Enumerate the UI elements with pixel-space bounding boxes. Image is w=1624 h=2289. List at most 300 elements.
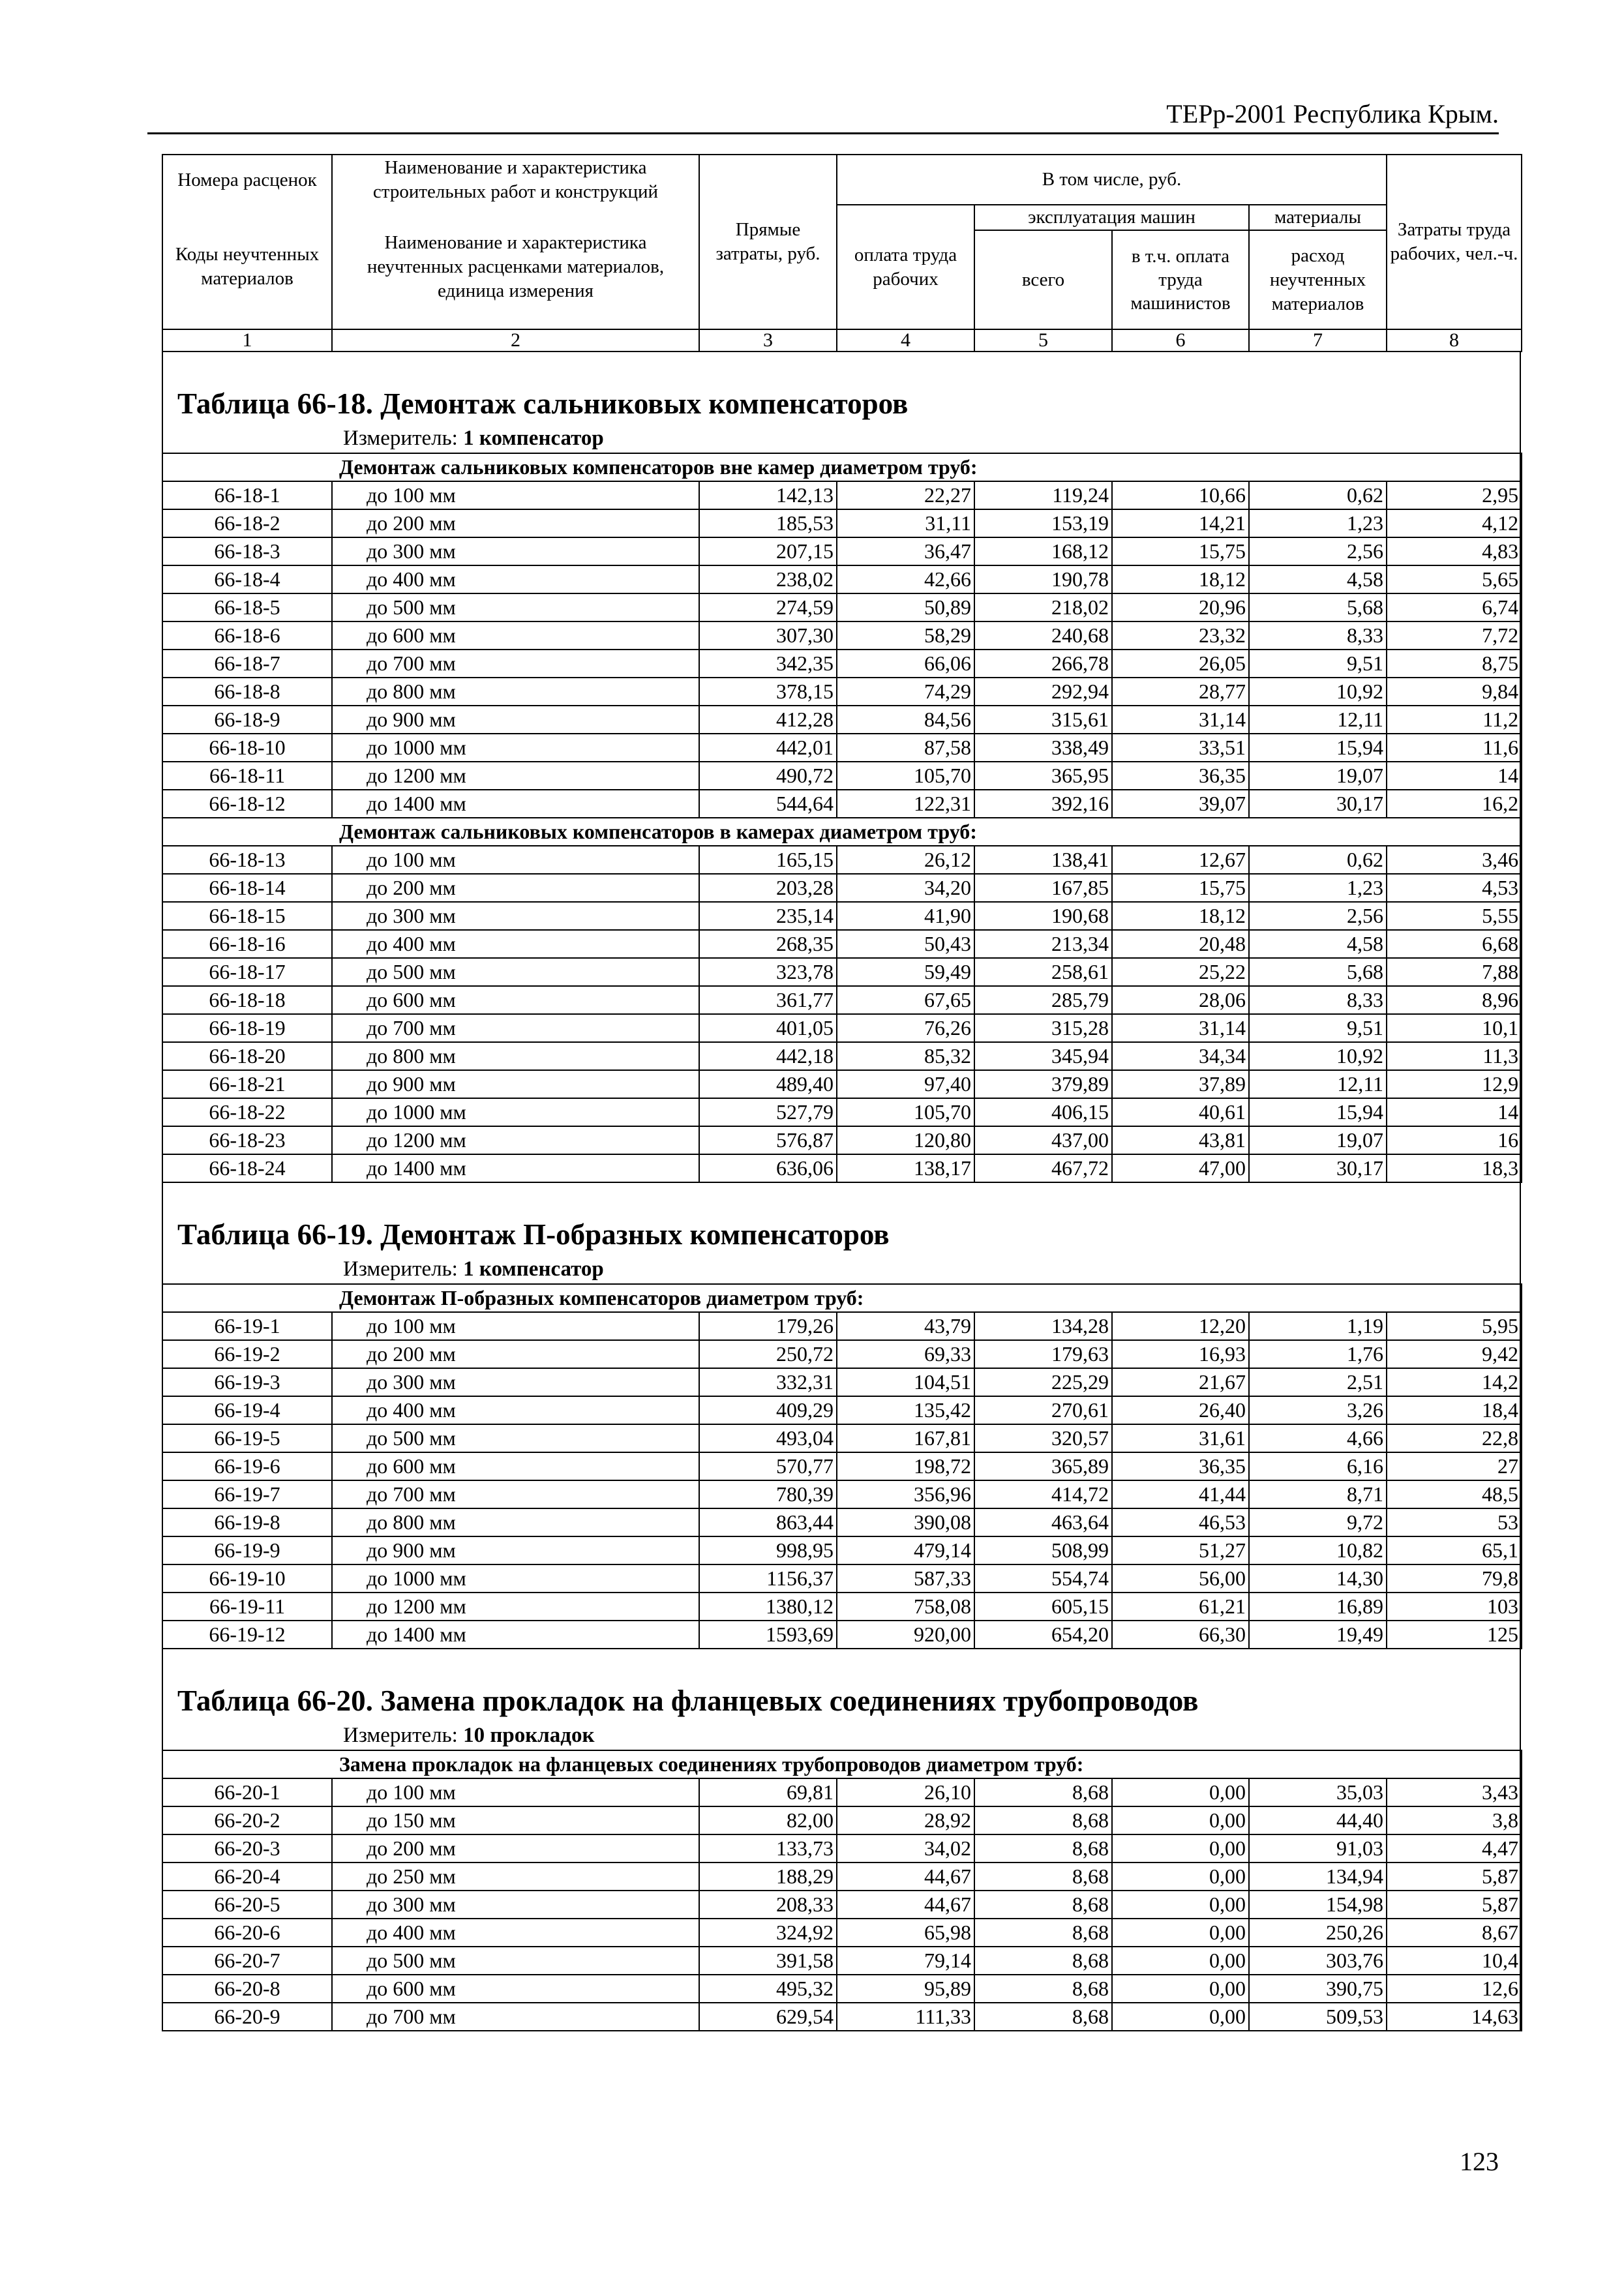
table-row: [162, 1806, 1522, 1834]
labor-wages: 34,20: [837, 874, 974, 902]
rate-code: 66-18-9: [162, 706, 332, 734]
direct-costs: 495,32: [699, 1975, 837, 2003]
labor-hours: 12,9: [1387, 1070, 1522, 1098]
column-number: 1: [162, 329, 332, 352]
work-description: до 200 мм: [332, 1834, 699, 1863]
labor-hours: 27: [1387, 1452, 1522, 1480]
rate-code: 66-19-7: [162, 1480, 332, 1508]
table-row: [162, 1834, 1522, 1863]
labor-wages: 920,00: [837, 1621, 974, 1649]
meter-label: Измеритель:: [343, 1724, 458, 1747]
work-description: до 300 мм: [332, 1891, 699, 1919]
labor-wages: 44,67: [837, 1863, 974, 1891]
rate-code: 66-18-1: [162, 481, 332, 509]
rate-code: 66-18-7: [162, 650, 332, 678]
materials-costs: 0,62: [1249, 846, 1387, 874]
materials-costs: 30,17: [1249, 790, 1387, 818]
machines-total: 190,68: [974, 902, 1112, 930]
labor-hours: 12,6: [1387, 1975, 1522, 2003]
header-machines-label: эксплуатация машин: [974, 205, 1249, 230]
labor-hours: 14: [1387, 1098, 1522, 1126]
labor-wages: 356,96: [837, 1480, 974, 1508]
materials-costs: 9,51: [1249, 1014, 1387, 1042]
table-row: [162, 1621, 1522, 1649]
labor-wages: 390,08: [837, 1508, 974, 1536]
labor-hours: 4,12: [1387, 509, 1522, 537]
materials-costs: 14,30: [1249, 1564, 1387, 1593]
machines-total: 218,02: [974, 593, 1112, 621]
direct-costs: 780,39: [699, 1480, 837, 1508]
work-description: до 500 мм: [332, 1424, 699, 1452]
labor-hours: 5,55: [1387, 902, 1522, 930]
rate-code: 66-18-10: [162, 734, 332, 762]
labor-wages: 76,26: [837, 1014, 974, 1042]
labor-wages: 111,33: [837, 2003, 974, 2031]
work-description: до 100 мм: [332, 1778, 699, 1806]
machinist-wages: 41,44: [1112, 1480, 1249, 1508]
rate-code: 66-20-6: [162, 1919, 332, 1947]
work-description: до 1400 мм: [332, 1621, 699, 1649]
rate-code: 66-19-9: [162, 1536, 332, 1564]
table-row: [162, 1014, 1522, 1042]
direct-costs: 82,00: [699, 1806, 837, 1834]
labor-hours: 4,83: [1387, 537, 1522, 565]
work-description: до 600 мм: [332, 1975, 699, 2003]
labor-hours: 7,88: [1387, 958, 1522, 986]
labor-wages: 67,65: [837, 986, 974, 1014]
machinist-wages: 56,00: [1112, 1564, 1249, 1593]
rate-code: 66-19-3: [162, 1368, 332, 1396]
header-col2-top: Наименование и характеристика строительных работ и конструкций: [332, 155, 699, 205]
machines-total: 320,57: [974, 1424, 1112, 1452]
machinist-wages: 10,66: [1112, 481, 1249, 509]
machinist-wages: 12,20: [1112, 1312, 1249, 1340]
labor-hours: 125: [1387, 1621, 1522, 1649]
labor-wages: 135,42: [837, 1396, 974, 1424]
materials-costs: 15,94: [1249, 734, 1387, 762]
subsection-row: [162, 453, 1522, 481]
rate-code: 66-18-18: [162, 986, 332, 1014]
machinist-wages: 15,75: [1112, 874, 1249, 902]
table-row: [162, 650, 1522, 678]
document-body: [162, 154, 1521, 2031]
table-title: Таблица 66-20. Замена прокладок на фланцевых соединениях трубопроводов: [177, 1684, 1199, 1717]
work-description: до 800 мм: [332, 1042, 699, 1070]
machines-total: 8,68: [974, 1778, 1112, 1806]
work-description: до 500 мм: [332, 958, 699, 986]
machinist-wages: 28,77: [1112, 678, 1249, 706]
direct-costs: 361,77: [699, 986, 837, 1014]
work-description: до 700 мм: [332, 650, 699, 678]
work-description: до 500 мм: [332, 1947, 699, 1975]
labor-hours: 53: [1387, 1508, 1522, 1536]
machinist-wages: 16,93: [1112, 1340, 1249, 1368]
materials-costs: 8,33: [1249, 986, 1387, 1014]
meter-value: 1 компенсатор: [463, 1257, 604, 1281]
rate-code: 66-19-4: [162, 1396, 332, 1424]
direct-costs: 208,33: [699, 1891, 837, 1919]
machines-total: 292,94: [974, 678, 1112, 706]
header-col4: оплата труда рабочих: [837, 205, 974, 329]
rate-code: 66-20-2: [162, 1806, 332, 1834]
column-number: 8: [1387, 329, 1522, 352]
direct-costs: 576,87: [699, 1126, 837, 1154]
table-row: [162, 706, 1522, 734]
machines-total: 8,68: [974, 1947, 1112, 1975]
materials-costs: 12,11: [1249, 706, 1387, 734]
labor-hours: 16: [1387, 1126, 1522, 1154]
table-row: [162, 481, 1522, 509]
rate-code: 66-18-16: [162, 930, 332, 958]
materials-costs: 30,17: [1249, 1154, 1387, 1182]
materials-costs: 19,07: [1249, 762, 1387, 790]
materials-costs: 1,23: [1249, 874, 1387, 902]
labor-hours: 9,84: [1387, 678, 1522, 706]
machines-total: 338,49: [974, 734, 1112, 762]
labor-hours: 14: [1387, 762, 1522, 790]
work-description: до 100 мм: [332, 481, 699, 509]
materials-costs: 3,26: [1249, 1396, 1387, 1424]
column-number: 7: [1249, 329, 1387, 352]
direct-costs: 179,26: [699, 1312, 837, 1340]
labor-wages: 95,89: [837, 1975, 974, 2003]
machinist-wages: 15,75: [1112, 537, 1249, 565]
rate-code: 66-18-3: [162, 537, 332, 565]
materials-costs: 303,76: [1249, 1947, 1387, 1975]
machines-total: 179,63: [974, 1340, 1112, 1368]
materials-costs: 390,75: [1249, 1975, 1387, 2003]
machinist-wages: 0,00: [1112, 1806, 1249, 1834]
direct-costs: 636,06: [699, 1154, 837, 1182]
labor-wages: 65,98: [837, 1919, 974, 1947]
machinist-wages: 18,12: [1112, 565, 1249, 593]
machines-total: 225,29: [974, 1368, 1112, 1396]
machinist-wages: 47,00: [1112, 1154, 1249, 1182]
direct-costs: 442,18: [699, 1042, 837, 1070]
labor-hours: 4,47: [1387, 1834, 1522, 1863]
table-row: [162, 1778, 1522, 1806]
materials-costs: 10,92: [1249, 1042, 1387, 1070]
machinist-wages: 37,89: [1112, 1070, 1249, 1098]
machinist-wages: 23,32: [1112, 621, 1249, 650]
work-description: до 300 мм: [332, 537, 699, 565]
direct-costs: 442,01: [699, 734, 837, 762]
meter-value: 1 компенсатор: [463, 426, 604, 450]
rate-code: 66-18-2: [162, 509, 332, 537]
table-row: [162, 874, 1522, 902]
work-description: до 700 мм: [332, 1014, 699, 1042]
machinist-wages: 51,27: [1112, 1536, 1249, 1564]
labor-wages: 479,14: [837, 1536, 974, 1564]
machines-total: 167,85: [974, 874, 1112, 902]
rate-code: 66-20-5: [162, 1891, 332, 1919]
machines-total: 213,34: [974, 930, 1112, 958]
direct-costs: 165,15: [699, 846, 837, 874]
meter-label: Измеритель:: [343, 426, 458, 450]
table-row: [162, 1508, 1522, 1536]
direct-costs: 307,30: [699, 621, 837, 650]
table-row: [162, 1891, 1522, 1919]
direct-costs: 323,78: [699, 958, 837, 986]
materials-costs: 5,68: [1249, 593, 1387, 621]
labor-wages: 26,12: [837, 846, 974, 874]
rate-code: 66-18-24: [162, 1154, 332, 1182]
machines-total: 392,16: [974, 790, 1112, 818]
machines-total: 437,00: [974, 1126, 1112, 1154]
machinist-wages: 0,00: [1112, 1975, 1249, 2003]
labor-hours: 18,4: [1387, 1396, 1522, 1424]
labor-hours: 7,72: [1387, 621, 1522, 650]
work-description: до 800 мм: [332, 1508, 699, 1536]
labor-hours: 8,96: [1387, 986, 1522, 1014]
labor-hours: 10,1: [1387, 1014, 1522, 1042]
labor-wages: 31,11: [837, 509, 974, 537]
machines-total: 285,79: [974, 986, 1112, 1014]
subsection-title: Замена прокладок на фланцевых соединениях трубопроводов диаметром труб:: [162, 1750, 1522, 1778]
table-title: Таблица 66-18. Демонтаж сальниковых компенсаторов: [177, 387, 909, 420]
column-number: 2: [332, 329, 699, 352]
rate-code: 66-20-8: [162, 1975, 332, 2003]
machinist-wages: 20,96: [1112, 593, 1249, 621]
labor-hours: 8,75: [1387, 650, 1522, 678]
meter-label: Измеритель:: [343, 1257, 458, 1281]
table-row: [162, 902, 1522, 930]
table-row: [162, 2003, 1522, 2031]
rate-code: 66-18-12: [162, 790, 332, 818]
materials-costs: 1,19: [1249, 1312, 1387, 1340]
labor-hours: 103: [1387, 1593, 1522, 1621]
subsection-row: [162, 1750, 1522, 1778]
labor-wages: 69,33: [837, 1340, 974, 1368]
materials-costs: 35,03: [1249, 1778, 1387, 1806]
direct-costs: 332,31: [699, 1368, 837, 1396]
machines-total: 365,95: [974, 762, 1112, 790]
table-row: [162, 1863, 1522, 1891]
machinist-wages: 25,22: [1112, 958, 1249, 986]
work-description: до 1400 мм: [332, 1154, 699, 1182]
machinist-wages: 0,00: [1112, 2003, 1249, 2031]
subsection-row: [162, 818, 1522, 846]
work-description: до 900 мм: [332, 1536, 699, 1564]
materials-costs: 19,07: [1249, 1126, 1387, 1154]
machinist-wages: 31,14: [1112, 1014, 1249, 1042]
machines-total: 315,28: [974, 1014, 1112, 1042]
table-row: [162, 678, 1522, 706]
machinist-wages: 34,34: [1112, 1042, 1249, 1070]
labor-hours: 5,87: [1387, 1863, 1522, 1891]
direct-costs: 391,58: [699, 1947, 837, 1975]
header-rule: [147, 132, 1499, 134]
rate-code: 66-18-15: [162, 902, 332, 930]
work-description: до 400 мм: [332, 565, 699, 593]
materials-costs: 8,71: [1249, 1480, 1387, 1508]
machines-total: 153,19: [974, 509, 1112, 537]
materials-costs: 19,49: [1249, 1621, 1387, 1649]
materials-costs: 15,94: [1249, 1098, 1387, 1126]
labor-wages: 105,70: [837, 762, 974, 790]
table-row: [162, 1593, 1522, 1621]
labor-wages: 198,72: [837, 1452, 974, 1480]
machines-total: 270,61: [974, 1396, 1112, 1424]
tables-container: [162, 352, 1521, 2031]
work-description: до 500 мм: [332, 593, 699, 621]
machines-total: 8,68: [974, 2003, 1112, 2031]
table-row: [162, 986, 1522, 1014]
machinist-wages: 31,61: [1112, 1424, 1249, 1452]
rate-code: 66-18-17: [162, 958, 332, 986]
table-row: [162, 537, 1522, 565]
table-title: Таблица 66-19. Демонтаж П-образных компенсаторов: [177, 1218, 890, 1251]
direct-costs: 69,81: [699, 1778, 837, 1806]
machines-total: 8,68: [974, 1863, 1112, 1891]
work-description: до 100 мм: [332, 846, 699, 874]
labor-hours: 16,2: [1387, 790, 1522, 818]
rate-code: 66-18-23: [162, 1126, 332, 1154]
rate-code: 66-18-21: [162, 1070, 332, 1098]
materials-costs: 509,53: [1249, 2003, 1387, 2031]
work-description: до 400 мм: [332, 1396, 699, 1424]
rate-code: 66-19-1: [162, 1312, 332, 1340]
direct-costs: 1593,69: [699, 1621, 837, 1649]
rate-code: 66-20-7: [162, 1947, 332, 1975]
work-description: до 300 мм: [332, 902, 699, 930]
materials-costs: 9,72: [1249, 1508, 1387, 1536]
machinist-wages: 31,14: [1112, 706, 1249, 734]
machinist-wages: 39,07: [1112, 790, 1249, 818]
work-description: до 100 мм: [332, 1312, 699, 1340]
labor-hours: 10,4: [1387, 1947, 1522, 1975]
meter-line: [163, 424, 1520, 453]
machines-total: 654,20: [974, 1621, 1112, 1649]
direct-costs: 268,35: [699, 930, 837, 958]
header-col1-bottom: Коды неучтенных материалов: [162, 205, 332, 329]
materials-costs: 1,76: [1249, 1340, 1387, 1368]
table-row: [162, 1424, 1522, 1452]
direct-costs: 629,54: [699, 2003, 837, 2031]
header-number-row: [162, 329, 1522, 352]
labor-hours: 5,87: [1387, 1891, 1522, 1919]
materials-costs: 9,51: [1249, 650, 1387, 678]
machines-total: 168,12: [974, 537, 1112, 565]
table-row: [162, 846, 1522, 874]
labor-hours: 18,3: [1387, 1154, 1522, 1182]
work-description: до 700 мм: [332, 1480, 699, 1508]
labor-wages: 34,02: [837, 1834, 974, 1863]
materials-costs: 5,68: [1249, 958, 1387, 986]
rate-code: 66-19-5: [162, 1424, 332, 1452]
machinist-wages: 40,61: [1112, 1098, 1249, 1126]
labor-hours: 8,67: [1387, 1919, 1522, 1947]
rate-code: 66-19-10: [162, 1564, 332, 1593]
labor-wages: 97,40: [837, 1070, 974, 1098]
direct-costs: 493,04: [699, 1424, 837, 1452]
work-description: до 1200 мм: [332, 1126, 699, 1154]
direct-costs: 188,29: [699, 1863, 837, 1891]
labor-hours: 79,8: [1387, 1564, 1522, 1593]
direct-costs: 1380,12: [699, 1593, 837, 1621]
machinist-wages: 36,35: [1112, 1452, 1249, 1480]
materials-costs: 2,51: [1249, 1368, 1387, 1396]
direct-costs: 250,72: [699, 1340, 837, 1368]
table-row: [162, 1480, 1522, 1508]
rates-table: [162, 453, 1522, 1183]
machinist-wages: 0,00: [1112, 1891, 1249, 1919]
labor-hours: 11,6: [1387, 734, 1522, 762]
materials-costs: 250,26: [1249, 1919, 1387, 1947]
table-row: [162, 790, 1522, 818]
subsection-row: [162, 1284, 1522, 1312]
rate-code: 66-20-4: [162, 1863, 332, 1891]
machines-total: 414,72: [974, 1480, 1112, 1508]
subsection-title: Демонтаж П-образных компенсаторов диаметром труб:: [162, 1284, 1522, 1312]
machines-total: 119,24: [974, 481, 1112, 509]
machines-total: 266,78: [974, 650, 1112, 678]
rate-code: 66-20-1: [162, 1778, 332, 1806]
materials-costs: 4,66: [1249, 1424, 1387, 1452]
materials-costs: 4,58: [1249, 930, 1387, 958]
labor-wages: 59,49: [837, 958, 974, 986]
direct-costs: 207,15: [699, 537, 837, 565]
labor-wages: 22,27: [837, 481, 974, 509]
work-description: до 600 мм: [332, 1452, 699, 1480]
page-number: 123: [1460, 2147, 1499, 2176]
labor-hours: 22,8: [1387, 1424, 1522, 1452]
machines-total: 8,68: [974, 1975, 1112, 2003]
machines-total: 240,68: [974, 621, 1112, 650]
direct-costs: 863,44: [699, 1508, 837, 1536]
materials-costs: 44,40: [1249, 1806, 1387, 1834]
materials-costs: 1,23: [1249, 509, 1387, 537]
table-row: [162, 958, 1522, 986]
labor-wages: 42,66: [837, 565, 974, 593]
work-description: до 250 мм: [332, 1863, 699, 1891]
work-description: до 800 мм: [332, 678, 699, 706]
materials-costs: 12,11: [1249, 1070, 1387, 1098]
meter-value: 10 прокладок: [463, 1724, 595, 1747]
labor-wages: 122,31: [837, 790, 974, 818]
labor-wages: 43,79: [837, 1312, 974, 1340]
column-number: 6: [1112, 329, 1249, 352]
table-row: [162, 1312, 1522, 1340]
table-row: [162, 1098, 1522, 1126]
labor-wages: 79,14: [837, 1947, 974, 1975]
labor-wages: 26,10: [837, 1778, 974, 1806]
direct-costs: 489,40: [699, 1070, 837, 1098]
rate-code: 66-19-11: [162, 1593, 332, 1621]
rate-code: 66-18-6: [162, 621, 332, 650]
labor-hours: 9,42: [1387, 1340, 1522, 1368]
machinist-wages: 20,48: [1112, 930, 1249, 958]
work-description: до 900 мм: [332, 1070, 699, 1098]
machines-total: 365,89: [974, 1452, 1112, 1480]
work-description: до 1000 мм: [332, 734, 699, 762]
table-row: [162, 734, 1522, 762]
labor-wages: 87,58: [837, 734, 974, 762]
machinist-wages: 33,51: [1112, 734, 1249, 762]
column-header-table: [162, 154, 1522, 352]
labor-wages: 84,56: [837, 706, 974, 734]
table-row: [162, 593, 1522, 621]
table-row: [162, 1396, 1522, 1424]
labor-hours: 6,74: [1387, 593, 1522, 621]
direct-costs: 378,15: [699, 678, 837, 706]
rate-code: 66-18-11: [162, 762, 332, 790]
direct-costs: 412,28: [699, 706, 837, 734]
direct-costs: 324,92: [699, 1919, 837, 1947]
labor-wages: 120,80: [837, 1126, 974, 1154]
direct-costs: 490,72: [699, 762, 837, 790]
work-description: до 600 мм: [332, 986, 699, 1014]
